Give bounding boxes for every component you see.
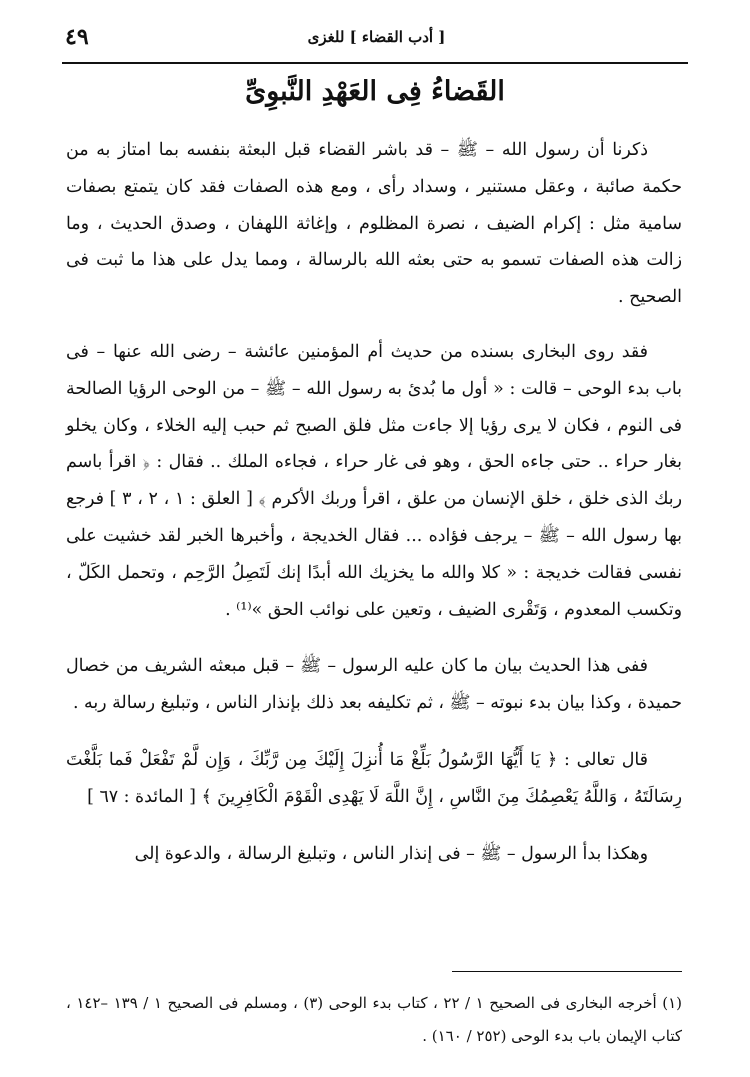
running-title: [ أدب القضاء ] للغزى (307, 28, 446, 46)
paragraph: قال تعالى : ﴿ يَا أَيُّهَا الرَّسُولُ بَلِّغْ مَا أُنزِلَ إِلَيْكَ مِن رَّبِّكَ ، وَإِن لَّمْ تَفْعَلْ فَما بَلَّغْتَ رِسَالَتَهُ ، وَاللَّهُ يَعْصِمُكَ مِنَ النَّاسِ ، إِنَّ اللَّهَ لَا يَهْدِى الْقَوْمَ الْكَافِرِينَ ﴾ [ المائدة : ٦٧ ] (66, 749, 682, 807)
body-text (66, 132, 682, 892)
paragraph: ففى هذا الحديث بيان ما كان عليه الرسول – ﷺ – قبل مبعثه الشريف من خصال حميدة ، وكذا بيان بدء نبوته – ﷺ ، ثم تكليفه بعد ذلك بإنذار الناس ، وتبليغ رسالة ربه . (66, 656, 682, 714)
page-header (65, 22, 688, 58)
paragraph: وهكذا بدأ الرسول – ﷺ – فى إنذار الناس ، وتبليغ الرسالة ، والدعوة إلى (134, 843, 648, 864)
page-number: ٤٩ (65, 24, 89, 50)
footnote: (١) أخرجه البخارى فى الصحيح ١ / ٢٢ ، كتاب بدء الوحى (٣) ، ومسلم فى الصحيح ١ / ١٣٩ –١٤٢ ، كتاب الإيمان باب بدء الوحى (٢٥٢ / ١٦٠) . (66, 994, 682, 1045)
section-title: القَضاءُ فِى العَهْدِ النَّبوِىِّ (245, 76, 505, 107)
paragraph: فقد روى البخارى بسنده من حديث أم المؤمنين عائشة – رضى الله عنها – فى باب بدء الوحى – قالت : « أول ما بُدئ به رسول الله – ﷺ – من الوحى الرؤيا الصالحة فى النوم ، فكان لا يرى رؤيا إلا جاءت مثل فلق الصبح ثم حبب إليه الخلاء ، وكان يخلو بغار حراء .. حتى جاءه الحق ، وهو فى غار حراء ، فجاءه الملك .. فقال : ﴿ اقرأ باسم ربك الذى خلق ، خلق الإنسان من علق ، اقرأ وربك الأكرم ﴾ [ العلق : ١ ، ٢ ، ٣ ] فرجع بها رسول الله – ﷺ – يرجف فؤاده ... فقال الخديجة ، وأخبرها الخبر لقد خشيت على نفسى فقالت خديجة : « كلا والله ما يخزيك الله أبدًا إنك لَتَصِلُ الرَّحِم ، وتحمل الكَلّ ، وتكسب المعدوم ، وَتَقْرى الضيف ، وتعين على نوائب الحق »⁽¹⁾ . (66, 341, 682, 620)
header-rule (62, 62, 688, 64)
paragraph: ذكرنا أن رسول الله – ﷺ – قد باشر القضاء قبل البعثة بنفسه بما امتاز به من حكمة صائبة ، وعقل مستنير ، وسداد رأى ، ومع هذه الصفات فقد كان يتمتع بصفات سامية مثل : إكرام الضيف ، نصرة المظلوم ، وإغاثة اللهفان ، وصدق الحديث ، وما زالت هذه الصفات تسمو به حتى بعثه الله بالرسالة ، ومما يدل على هذا ما ثبت فى الصحيح . (66, 140, 682, 308)
footnote-rule (452, 971, 682, 972)
